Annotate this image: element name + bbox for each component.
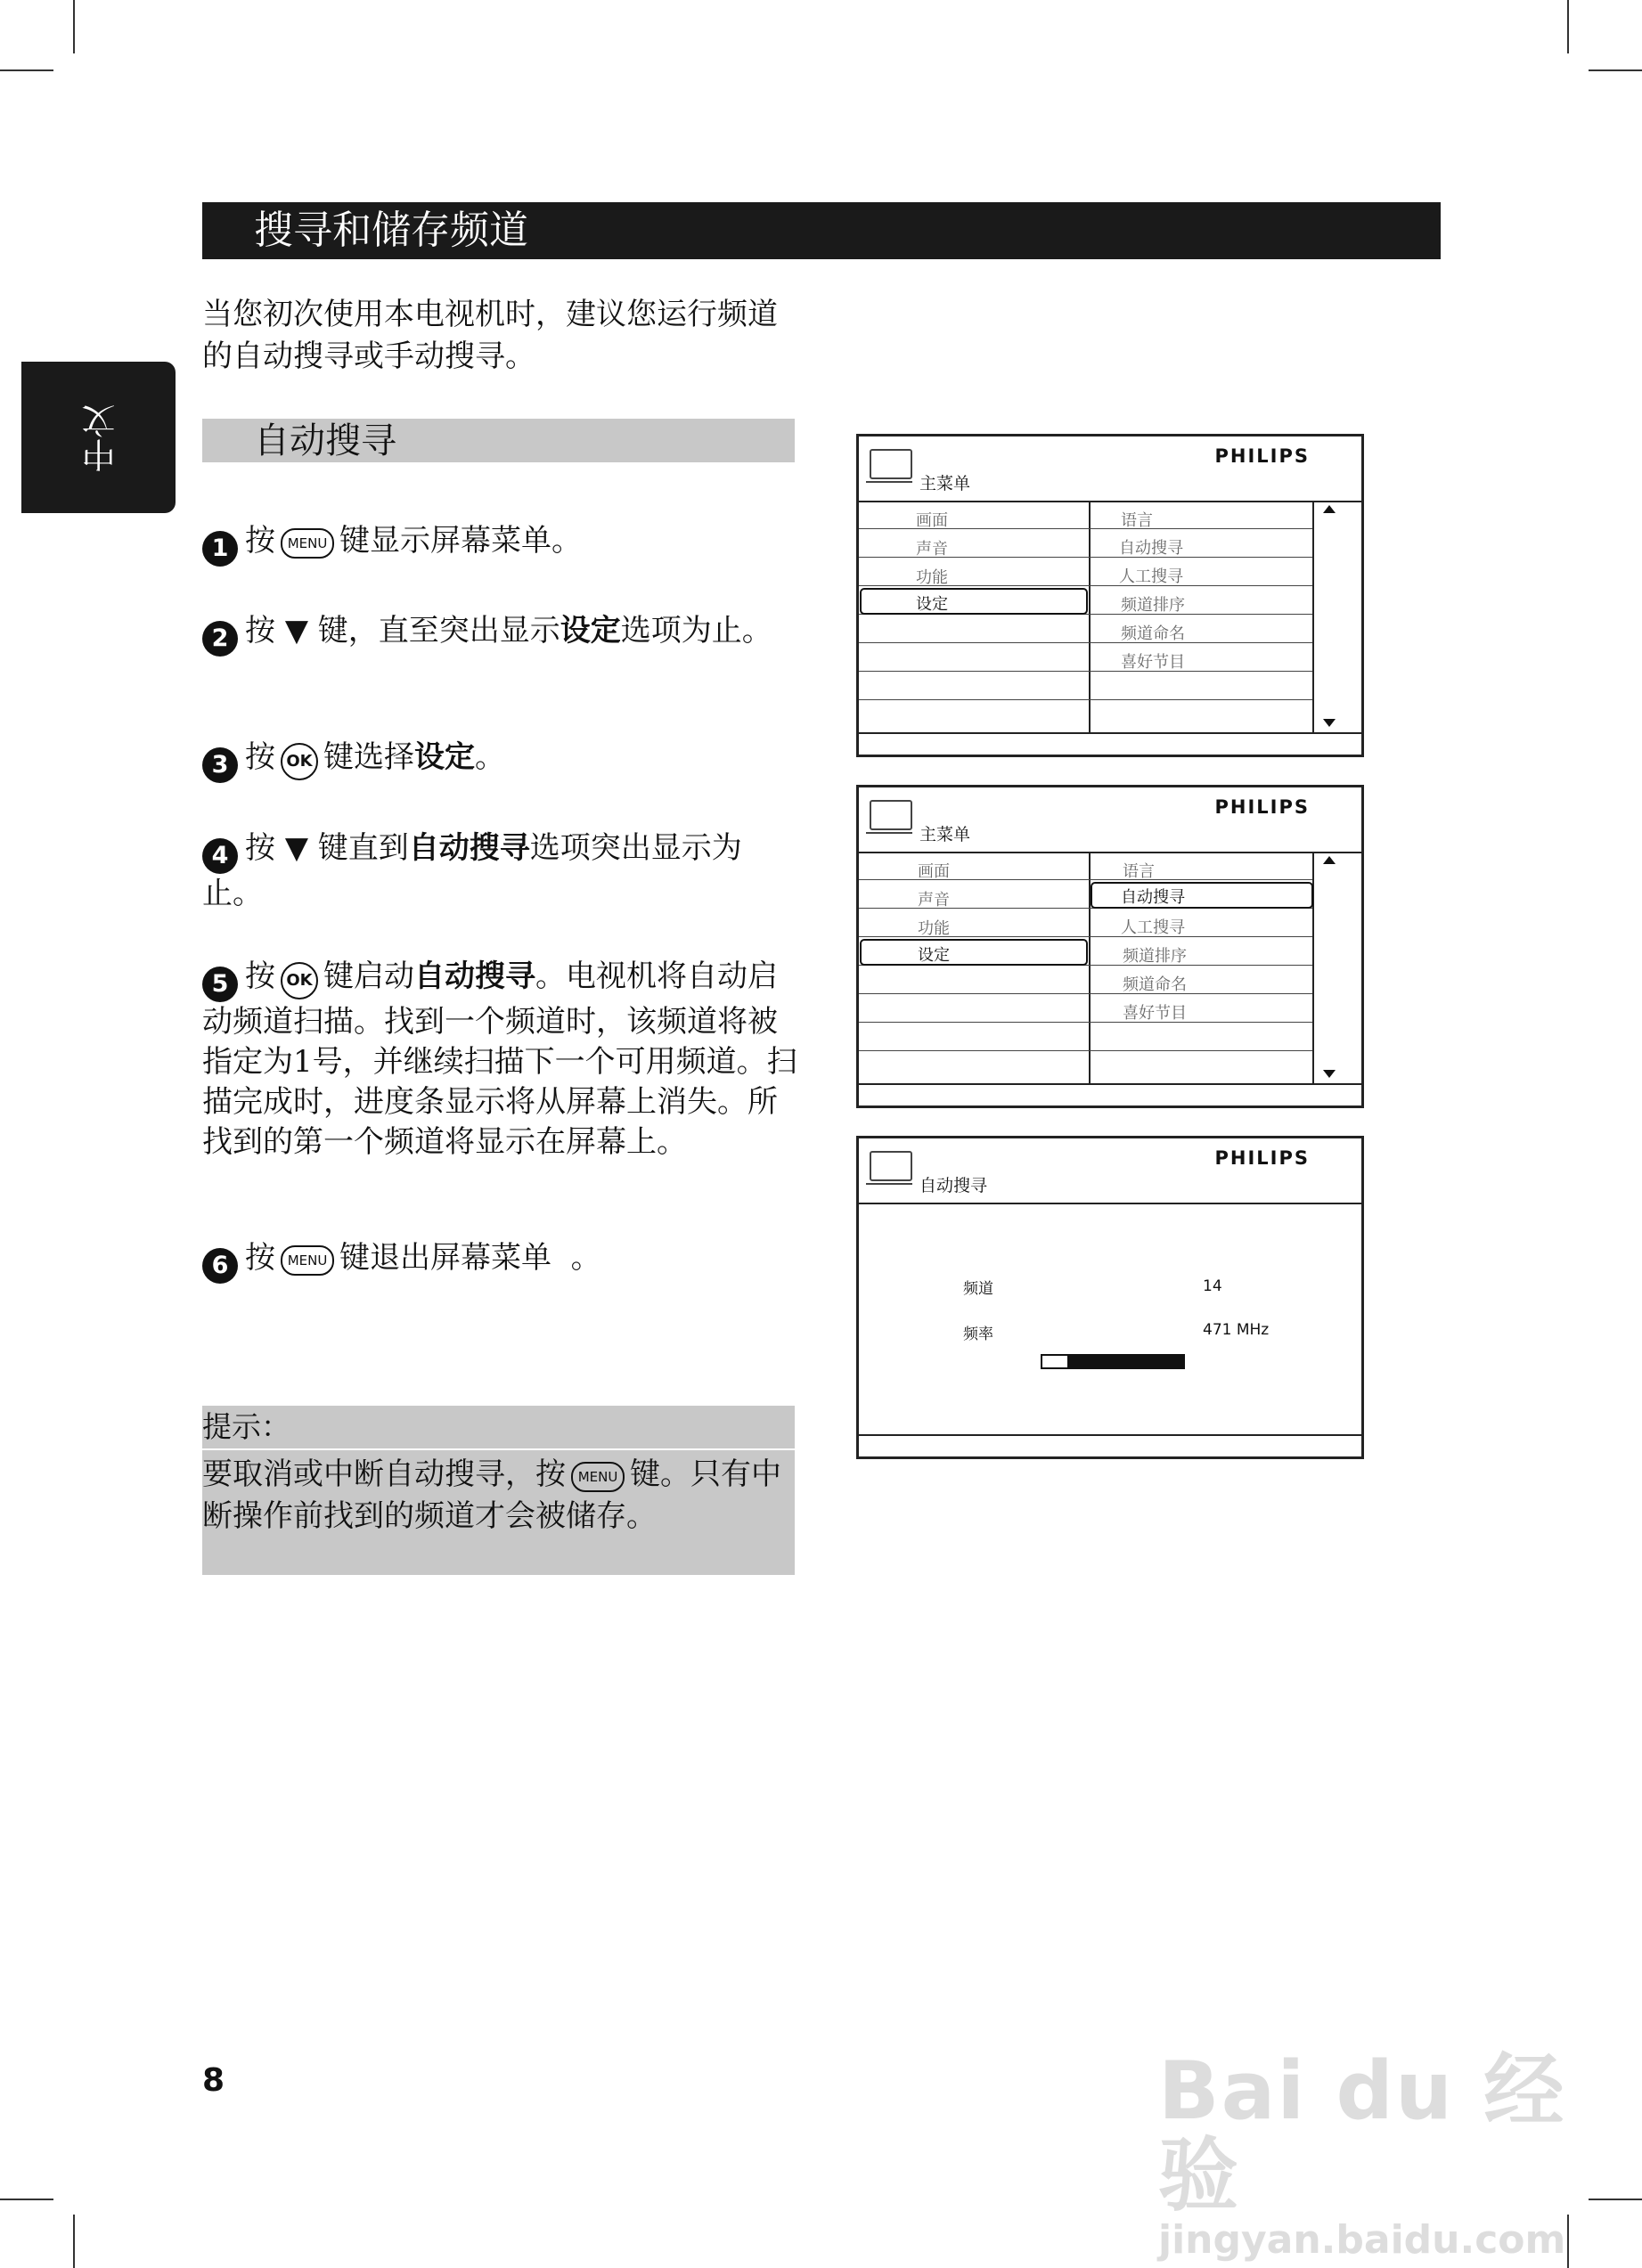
step-text: 按	[245, 739, 275, 775]
crop-mark	[73, 2215, 75, 2268]
tv-stand-icon	[866, 477, 912, 483]
step-text: 按	[245, 959, 275, 994]
menu-key-icon: MENU	[571, 1462, 625, 1492]
page-title: 搜寻和储存频道	[254, 208, 528, 253]
step-emphasis: 设定	[560, 613, 621, 649]
menu-item: 功能	[918, 919, 950, 938]
divider	[859, 1022, 1312, 1023]
tip-heading: 提示：	[202, 1406, 795, 1450]
scroll-up-icon	[1323, 505, 1336, 513]
step-number: 6	[202, 1248, 238, 1284]
tv-icon	[870, 1151, 912, 1181]
tv-stand-icon	[866, 828, 912, 834]
tv-screen-3	[856, 1136, 1364, 1459]
step-number: 4	[202, 838, 238, 874]
menu-item: 频道排序	[1121, 596, 1185, 615]
channel-label: 频道	[963, 1280, 993, 1298]
step-number: 2	[202, 621, 238, 657]
menu-item: 人工搜寻	[1119, 567, 1183, 586]
page-number: 8	[202, 2062, 225, 2099]
tip-body	[202, 1454, 795, 1538]
crop-mark	[0, 69, 53, 71]
tip-text: 键。只有中断操作前找到的频道才会被储存。	[202, 1456, 781, 1534]
divider	[859, 732, 1361, 734]
ok-key-icon: OK	[281, 962, 318, 999]
frequency-label: 频率	[963, 1326, 993, 1343]
brand-logo: PHILIPS	[1214, 796, 1310, 818]
watermark-brand: Bai du 经验	[1158, 2044, 1566, 2223]
divider	[1312, 501, 1314, 732]
menu-item: 喜好节目	[1121, 653, 1185, 672]
brand-logo: PHILIPS	[1214, 1147, 1310, 1169]
step-4	[202, 828, 799, 914]
divider	[859, 699, 1312, 700]
divider	[859, 1434, 1361, 1436]
watermark	[1158, 2044, 1642, 2263]
menu-item: 画面	[918, 862, 950, 881]
divider	[859, 993, 1312, 994]
step-text: 按	[245, 1240, 275, 1276]
step-emphasis: 设定	[414, 739, 475, 775]
scroll-down-icon	[1323, 1070, 1336, 1078]
divider	[859, 1083, 1361, 1085]
tv-screen-1	[856, 434, 1364, 757]
search-progress-fill	[1042, 1356, 1067, 1367]
step-text: 键选择	[323, 739, 414, 775]
menu-title: 主菜单	[919, 825, 971, 844]
menu-highlight	[860, 939, 1088, 966]
menu-item: 喜好节目	[1123, 1004, 1187, 1023]
divider	[859, 1050, 1312, 1051]
divider	[1089, 501, 1091, 732]
language-tab-label: 中文	[82, 404, 121, 472]
step-text: 按	[245, 830, 275, 866]
scroll-up-icon	[1323, 856, 1336, 864]
step-text: 键显示屏幕菜单。	[339, 523, 582, 559]
step-text: 。	[475, 739, 505, 775]
step-5	[202, 957, 799, 1163]
menu-title: 主菜单	[919, 474, 971, 494]
crop-mark	[73, 0, 75, 53]
step-text: 键启动	[323, 959, 414, 994]
divider	[859, 671, 1312, 672]
step-3	[202, 738, 799, 783]
channel-value: 14	[1203, 1277, 1222, 1295]
language-tab	[21, 362, 176, 513]
step-text: 。	[570, 1240, 601, 1276]
step-text: 按	[245, 613, 275, 649]
menu-item: 声音	[916, 540, 948, 559]
menu-item: 画面	[916, 511, 948, 530]
menu-item-selected: 自动搜寻	[1121, 888, 1185, 907]
step-emphasis: 自动搜寻	[414, 959, 535, 994]
menu-item: 自动搜寻	[1119, 539, 1183, 558]
menu-item: 语言	[1123, 862, 1155, 881]
step-number: 1	[202, 531, 238, 567]
tv-icon	[870, 449, 912, 479]
tv-icon	[870, 800, 912, 830]
step-number: 3	[202, 747, 238, 783]
menu-item-selected: 设定	[918, 946, 950, 965]
search-title: 自动搜寻	[919, 1176, 988, 1195]
down-arrow-key-icon: ▼	[284, 830, 308, 866]
step-emphasis: 自动搜寻	[408, 830, 530, 866]
brand-logo: PHILIPS	[1214, 445, 1310, 467]
section-title: 自动搜寻	[254, 420, 396, 461]
tip-text: 要取消或中断自动搜寻，按	[202, 1456, 566, 1492]
menu-item-selected: 设定	[916, 595, 948, 614]
page-title-bar	[202, 202, 1441, 259]
step-text: 键退出屏幕菜单	[339, 1240, 551, 1276]
crop-mark	[1567, 0, 1569, 53]
step-text: 选项突出显示为止。	[202, 830, 742, 911]
scroll-down-icon	[1323, 719, 1336, 727]
crop-mark	[1589, 69, 1642, 71]
tv-screen-2	[856, 785, 1364, 1108]
search-progress-bar	[1041, 1354, 1185, 1369]
frequency-value: 471 MHz	[1203, 1321, 1270, 1339]
step-2	[202, 611, 799, 657]
watermark-url: jingyan.baidu.com	[1158, 2217, 1566, 2263]
step-text: 键直到	[317, 830, 409, 866]
step-6	[202, 1238, 799, 1284]
menu-item: 人工搜寻	[1121, 918, 1185, 937]
intro-paragraph: 当您初次使用本电视机时，建议您运行频道的自动搜寻或手动搜寻。	[202, 297, 778, 374]
menu-item: 频道命名	[1121, 624, 1185, 643]
menu-item: 语言	[1121, 511, 1153, 530]
step-text: 选项为止。	[620, 613, 772, 649]
menu-highlight	[860, 588, 1088, 615]
menu-item: 声音	[918, 891, 950, 910]
tip-box	[202, 1406, 795, 1575]
menu-item: 功能	[916, 568, 948, 587]
section-title-bar	[202, 419, 795, 462]
divider	[859, 642, 1312, 643]
divider	[859, 852, 1361, 853]
step-text: 键，直至突出显示	[317, 613, 560, 649]
menu-key-icon: MENU	[281, 1245, 334, 1276]
crop-mark	[0, 2199, 53, 2200]
step-number: 5	[202, 967, 238, 1002]
menu-item: 频道排序	[1123, 947, 1187, 966]
down-arrow-key-icon: ▼	[284, 613, 308, 649]
divider	[859, 501, 1361, 502]
tv-stand-icon	[866, 1179, 912, 1185]
divider	[859, 1203, 1361, 1204]
step-text: 按	[245, 523, 275, 559]
menu-item: 频道命名	[1123, 975, 1187, 994]
step-1	[202, 521, 799, 567]
ok-key-icon: OK	[281, 743, 318, 780]
step-text: 。电视机将自动启动频道扫描。找到一个频道时，该频道将被指定为1号，并继续扫描下一个可用频道。扫描完成时，进度条显示将从屏幕上消失。所找到的第一个频道将显示在屏幕上。	[202, 959, 797, 1160]
menu-key-icon: MENU	[281, 528, 334, 559]
